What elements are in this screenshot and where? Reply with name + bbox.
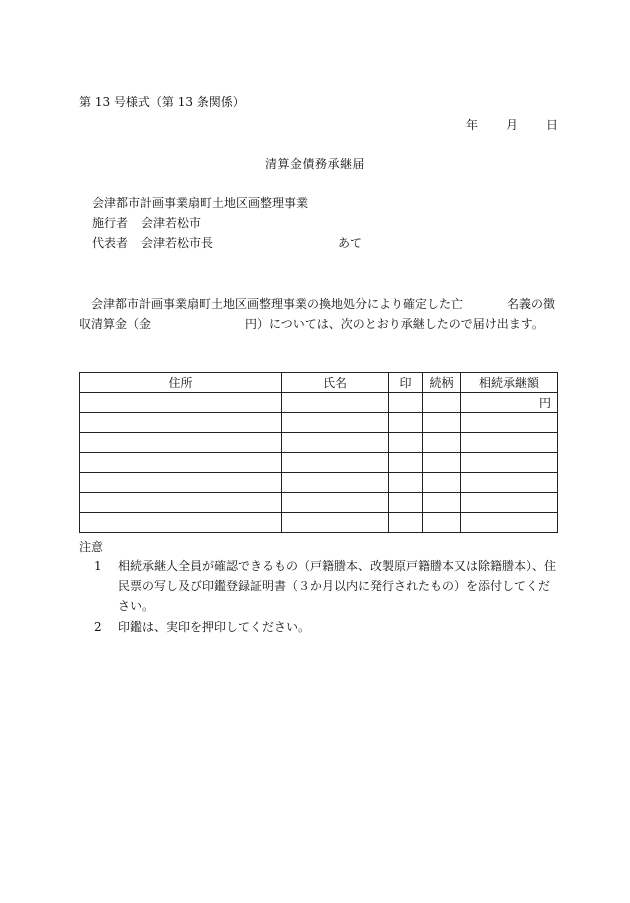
note-number: 2	[94, 620, 102, 634]
table-header-row	[80, 373, 558, 393]
cell-address[interactable]	[80, 513, 282, 533]
header-inherited-amount: 相続承継額	[461, 373, 558, 393]
cell-amount[interactable]	[461, 473, 558, 493]
table-row	[80, 433, 558, 453]
body-part-3: 円）については、次のとおり承継したので届け出ます。	[245, 317, 544, 331]
table-row	[80, 473, 558, 493]
representative-label: 代表者	[92, 236, 129, 250]
cell-amount[interactable]: 円	[461, 393, 558, 413]
cell-amount[interactable]	[461, 433, 558, 453]
cell-address[interactable]	[80, 473, 282, 493]
cell-name[interactable]	[282, 513, 389, 533]
table-row	[80, 493, 558, 513]
notes-heading: 注意	[79, 540, 104, 554]
cell-address[interactable]	[80, 453, 282, 473]
cell-address[interactable]	[80, 393, 282, 413]
cell-amount[interactable]	[461, 493, 558, 513]
cell-relationship[interactable]	[423, 493, 461, 513]
executor-row	[92, 216, 201, 230]
cell-name[interactable]	[282, 393, 389, 413]
cell-seal[interactable]	[389, 493, 423, 513]
header-seal: 印	[389, 373, 423, 393]
document-title: 清算金債務承継届	[264, 157, 365, 171]
cell-address[interactable]	[80, 433, 282, 453]
body-part-1: 会津都市計画事業扇町土地区画整理事業の換地処分により確定した亡	[91, 297, 464, 311]
cell-relationship[interactable]	[423, 513, 461, 533]
cell-seal[interactable]	[389, 513, 423, 533]
honorific-ate: あて	[338, 236, 363, 250]
cell-seal[interactable]	[389, 473, 423, 493]
executor-value: 会津若松市	[141, 216, 202, 230]
date-year-label: 年	[466, 118, 479, 132]
header-relationship: 続柄	[423, 373, 461, 393]
addressee-project: 会津都市計画事業扇町土地区画整理事業	[92, 196, 309, 210]
table-row	[80, 393, 558, 413]
note-item-1	[94, 556, 560, 616]
cell-name[interactable]	[282, 493, 389, 513]
body-part-2: 名義の徴収清算金（金	[79, 297, 556, 331]
cell-address[interactable]	[80, 413, 282, 433]
cell-amount[interactable]	[461, 413, 558, 433]
note-number: 1	[94, 559, 102, 573]
date-month-label: 月	[506, 118, 519, 132]
cell-amount[interactable]	[461, 453, 558, 473]
note-text: 印鑑は、実印を押印してください。	[118, 620, 311, 634]
representative-value: 会津若松市長	[141, 236, 214, 250]
header-name: 氏名	[282, 373, 389, 393]
note-text: 相続承継人全員が確認できるもの（戸籍謄本、改製原戸籍謄本又は除籍謄本）、住民票の写し及び印鑑登録証明書（３か月以内に発行されたもの）を添付してください。	[118, 559, 557, 613]
cell-seal[interactable]	[389, 413, 423, 433]
cell-relationship[interactable]	[423, 393, 461, 413]
cell-name[interactable]	[282, 413, 389, 433]
date-line	[466, 118, 558, 132]
heirs-table	[79, 372, 558, 533]
form-number: 第 13 号様式（第 13 条関係）	[79, 95, 245, 109]
cell-name[interactable]	[282, 433, 389, 453]
date-day-label: 日	[546, 118, 559, 132]
cell-amount[interactable]	[461, 513, 558, 533]
representative-row	[92, 236, 213, 250]
executor-label: 施行者	[92, 216, 129, 230]
table-row	[80, 513, 558, 533]
note-item-2	[94, 617, 560, 637]
cell-relationship[interactable]	[423, 433, 461, 453]
cell-relationship[interactable]	[423, 473, 461, 493]
header-address: 住所	[80, 373, 282, 393]
body-paragraph	[79, 294, 557, 334]
cell-relationship[interactable]	[423, 453, 461, 473]
cell-seal[interactable]	[389, 433, 423, 453]
cell-address[interactable]	[80, 493, 282, 513]
cell-seal[interactable]	[389, 453, 423, 473]
table-row	[80, 453, 558, 473]
table-row	[80, 413, 558, 433]
cell-seal[interactable]	[389, 393, 423, 413]
cell-name[interactable]	[282, 453, 389, 473]
cell-name[interactable]	[282, 473, 389, 493]
cell-relationship[interactable]	[423, 413, 461, 433]
